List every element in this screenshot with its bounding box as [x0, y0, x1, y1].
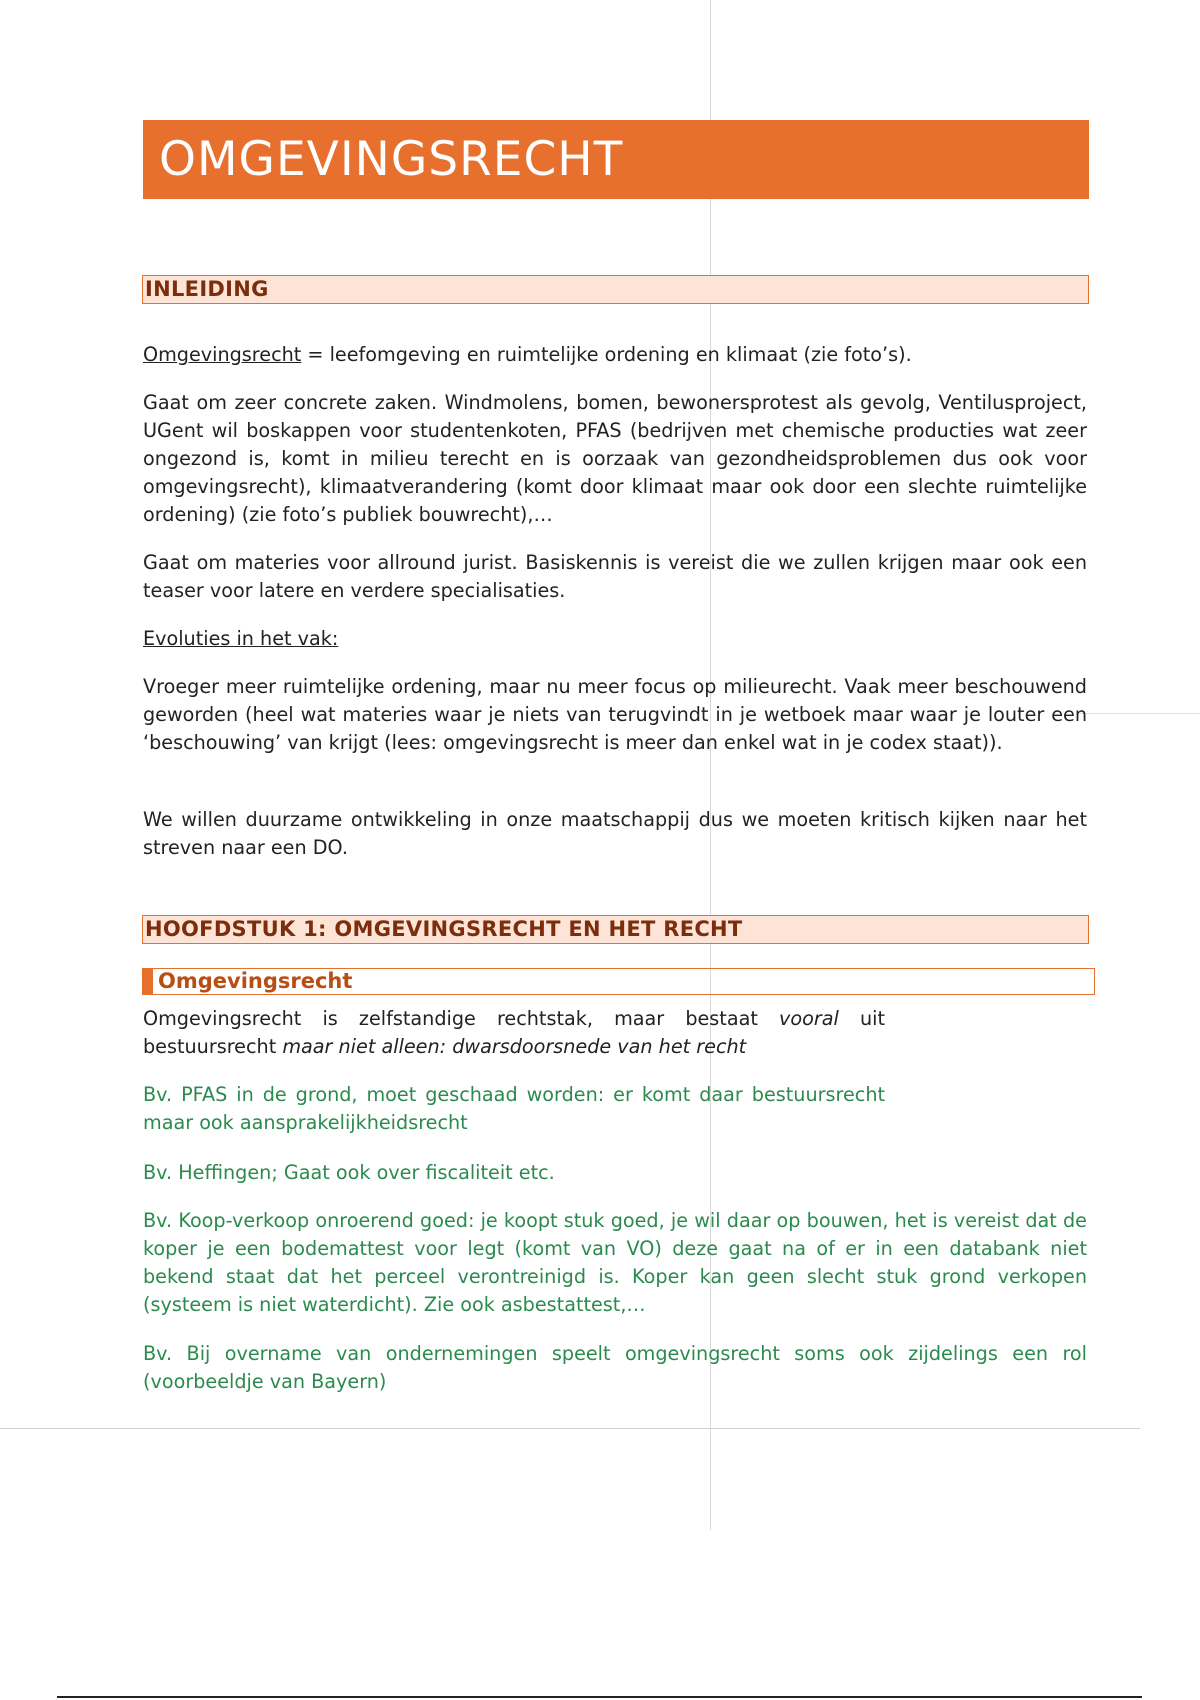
- document-title-banner: [143, 120, 1089, 199]
- intro-italic-2: maar niet alleen: dwarsdoorsnede van het recht: [282, 1035, 747, 1058]
- definition-text: = leefomgeving en ruimtelijke ordening en klimaat (zie foto’s).: [301, 343, 912, 366]
- heading-hoofdstuk-1-text: HOOFDSTUK 1: OMGEVINGSRECHT EN HET RECHT: [145, 917, 743, 941]
- example-koop-verkoop: Bv. Koop-verkoop onroerend goed: je koopt stuk goed, je wil daar op bouwen, het is vereist dat de koper je een bodemattest voor legt (komt van VO) deze gaat na of er in een databank niet bekend staat dat het perceel verontreinigd is. Koper kan geen slecht stuk grond verkopen (systeem is niet waterdicht). Zie ook asbestattest,…: [143, 1209, 1087, 1316]
- definition-paragraph: [143, 341, 1087, 369]
- paragraph-duurzame-ontwikkeling: We willen duurzame ontwikkeling in onze maatschappij dus we moeten kritisch kijken naar het streven naar een DO.: [143, 808, 1087, 859]
- document-title: OMGEVINGSRECHT: [159, 132, 624, 187]
- heading-inleiding-text: INLEIDING: [145, 277, 269, 301]
- example-overname: Bv. Bij overname van ondernemingen speelt omgevingsrecht soms ook zijdelings een rol (voorbeeldje van Bayern): [143, 1342, 1087, 1393]
- scan-crease-horizontal-short: [1080, 713, 1200, 714]
- example-heffingen: Bv. Heffingen; Gaat ook over fiscaliteit etc.: [143, 1161, 555, 1184]
- intro-text-2: uit bestuursrecht: [143, 1007, 885, 1058]
- intro-text-1: Omgevingsrecht is zelfstandige rechtstak, maar bestaat: [143, 1007, 780, 1030]
- paragraph-evoluties: Vroeger meer ruimtelijke ordening, maar nu meer focus op milieurecht. Vaak meer beschouwend geworden (heel wat materies waar je niets van terugvindt in je wetboek maar waar je louter een ‘beschouwing’ van krijgt (lees: omgevingsrecht is meer dan enkel wat in je codex staat)).: [143, 675, 1087, 754]
- evoluties-label: [143, 625, 1087, 653]
- subheading-omgevingsrecht: [142, 968, 1095, 995]
- heading-hoofdstuk-1: [142, 915, 1089, 944]
- definition-term: Omgevingsrecht: [143, 343, 302, 366]
- paragraph-zelfstandige-rechtstak: [143, 1005, 885, 1061]
- example-pfas: Bv. PFAS in de grond, moet geschaad worden: er komt daar bestuursrecht maar ook aansprakelijkheidsrecht: [143, 1083, 885, 1134]
- heading-inleiding: [142, 275, 1089, 304]
- evoluties-label-text: Evoluties in het vak:: [143, 627, 339, 650]
- paragraph-concrete-zaken: Gaat om zeer concrete zaken. Windmolens, bomen, bewonersprotest als gevolg, Ventilusproject, UGent wil boskappen voor studentenkoten, PFAS (bedrijven met chemische producties wat zeer ongezond is, komt in milieu terecht en is oorzaak van gezondheidsproblemen dus ook voor omgevingsrecht), klimaatverandering (komt door klimaat maar ook door een slechte ruimtelijke ordening) (zie foto’s publiek bouwrecht),…: [143, 391, 1087, 526]
- scan-crease-horizontal: [0, 1428, 1140, 1429]
- footer-divider: [57, 1696, 1142, 1698]
- intro-italic-1: vooral: [779, 1007, 839, 1030]
- paragraph-allround-jurist: Gaat om materies voor allround jurist. Basiskennis is vereist die we zullen krijgen maar ook een teaser voor latere en verdere specialisaties.: [143, 551, 1087, 602]
- subheading-omgevingsrecht-text: Omgevingsrecht: [158, 969, 353, 993]
